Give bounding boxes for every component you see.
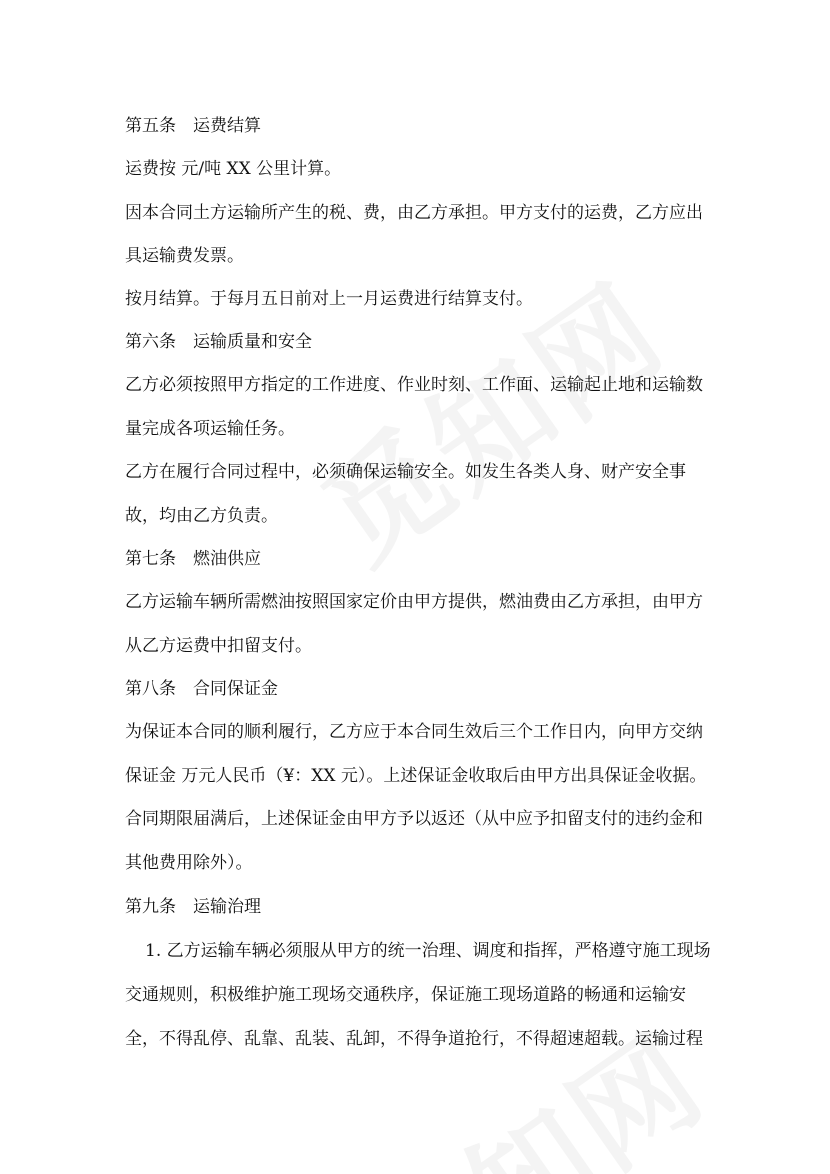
paragraph-line: 保证金 万元人民币（¥：XX 元）。上述保证金收取后由甲方出具保证金收据。 — [125, 766, 707, 786]
section-7-heading — [125, 549, 261, 569]
section-5-number: 第五条 — [125, 116, 176, 136]
section-6-number: 第六条 — [125, 332, 176, 352]
section-6-title: 运输质量和安全 — [193, 332, 312, 352]
paragraph-line: 交通规则，积极维护施工现场交通秩序，保证施工现场道路的畅通和运输安 — [125, 985, 686, 1005]
paragraph-line: 量完成各项运输任务。 — [125, 419, 295, 439]
section-7-title: 燃油供应 — [193, 549, 261, 569]
section-6-heading — [125, 332, 312, 352]
section-9-number: 第九条 — [125, 897, 176, 917]
paragraph-line: 其他费用除外）。 — [125, 853, 253, 873]
paragraph-line: 按月结算。于每月五日前对上一月运费进行结算支付。 — [125, 289, 533, 309]
paragraph-line: 故，均由乙方负责。 — [125, 506, 278, 526]
section-9-heading — [125, 897, 261, 917]
section-8-heading — [125, 679, 278, 699]
section-7-number: 第七条 — [125, 549, 176, 569]
paragraph-line: 运费按 元/吨 XX 公里计算。 — [125, 159, 342, 179]
paragraph-line: 乙方运输车辆所需燃油按照国家定价由甲方提供，燃油费由乙方承担，由甲方 — [125, 592, 703, 612]
paragraph-line: 乙方必须按照甲方指定的工作进度、作业时刻、工作面、运输起止地和运输数 — [125, 375, 703, 395]
paragraph-line: 因本合同土方运输所产生的税、费，由乙方承担。甲方支付的运费，乙方应出 — [125, 203, 703, 223]
paragraph-line: 合同期限届满后，上述保证金由甲方予以返还（从中应予扣留支付的违约金和 — [125, 809, 703, 829]
paragraph-line: 全，不得乱停、乱靠、乱装、乱卸，不得争道抢行，不得超速超载。运输过程 — [125, 1029, 703, 1049]
paragraph-line: 乙方在履行合同过程中，必须确保运输安全。如发生各类人身、财产安全事 — [125, 462, 686, 482]
paragraph-line: 从乙方运费中扣留支付。 — [125, 636, 312, 656]
watermark-lower — [325, 987, 733, 1174]
section-9-title: 运输治理 — [193, 897, 261, 917]
paragraph-line: 为保证本合同的顺利履行，乙方应于本合同生效后三个工作日内，向甲方交纳 — [125, 722, 703, 742]
paragraph-line: 具运输费发票。 — [125, 246, 244, 266]
section-8-number: 第八条 — [125, 679, 176, 699]
list-item-line: 1. 乙方运输车辆必须服从甲方的统一治理、调度和指挥，严格遵守施工现场 — [145, 941, 711, 961]
section-5-heading — [125, 116, 261, 136]
section-8-title: 合同保证金 — [193, 679, 278, 699]
section-5-title: 运费结算 — [193, 116, 261, 136]
